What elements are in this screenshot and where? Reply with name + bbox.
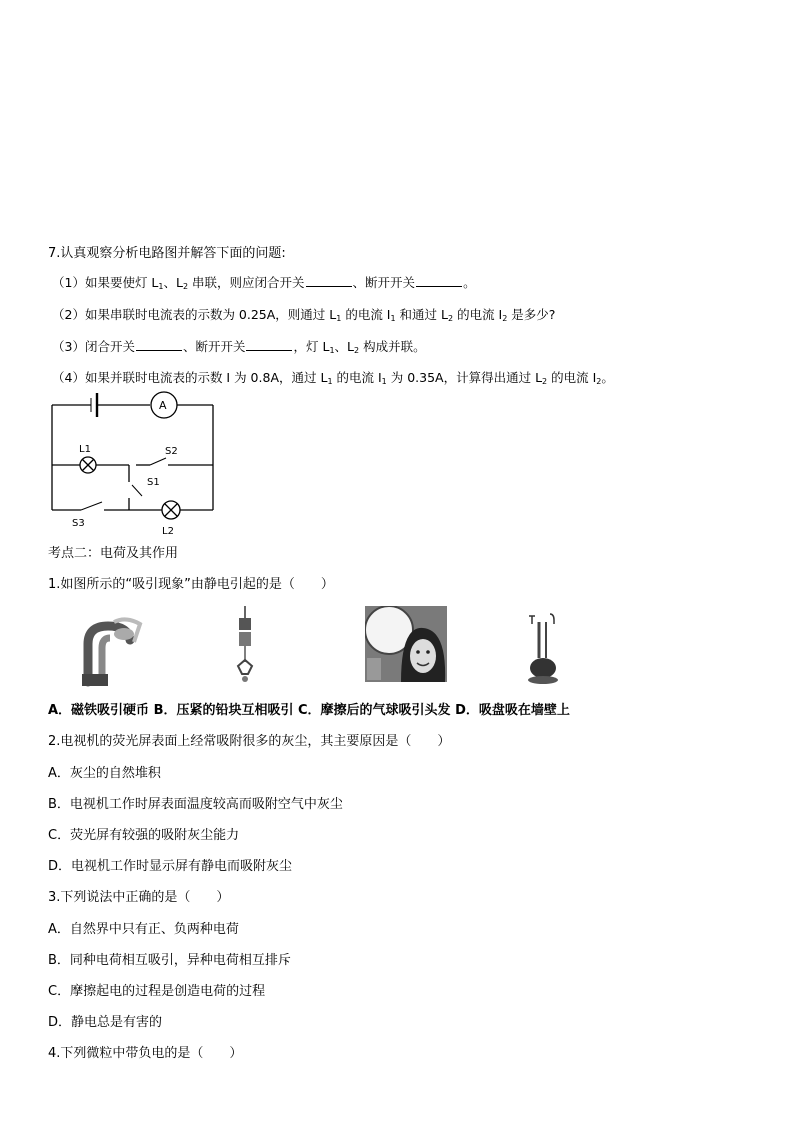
q1-stem: 1.如图所示的“吸引现象”由静电引起的是（ ） <box>48 577 334 592</box>
q7-part2: （2）如果串联时电流表的示数为 0.25A，则通过 $L_1$ 的电流 $I_1$ 和通过 $L_2$ 的电流 $I_2$ 是多少? <box>52 307 556 323</box>
q1-options: A．磁铁吸引硬币 B．压紧的铅块互相吸引 C．摩擦后的气球吸引头发 D．吸盘吸在墙壁上 <box>48 703 570 718</box>
q3-option-d: D．静电总是有害的 <box>48 1015 163 1030</box>
q3-option-a: A．自然界中只有正、负两种电荷 <box>48 922 239 937</box>
lead-blocks-image <box>232 604 258 684</box>
answer-blank[interactable] <box>306 274 352 287</box>
q4-stem: 4.下列微粒中带负电的是（ ） <box>48 1046 243 1061</box>
q7-part1: （1）如果要使灯 $L_1$、$L_2$ 串联，则应闭合开关 、断开开关 。 <box>52 275 476 291</box>
ammeter-label: A <box>159 399 167 412</box>
q2-option-b: B．电视机工作时屏表面温度较高而吸附空气中灰尘 <box>48 797 343 812</box>
answer-blank[interactable] <box>416 274 462 287</box>
q2-option-c: C．荧光屏有较强的吸附灰尘能力 <box>48 828 240 843</box>
s2-label: S2 <box>165 446 178 457</box>
q2-option-d: D．电视机工作时显示屏有静电而吸附灰尘 <box>48 859 293 874</box>
answer-blank[interactable] <box>246 338 292 351</box>
s3-label: S3 <box>72 518 85 529</box>
q7-part4: （4）如果并联时电流表的示数 I 为 0.8A，通过 $L_1$ 的电流 $I_1$ 为 0.35A，计算得出通过 $L_2$ 的电流 $I_2$。 <box>52 370 614 386</box>
q3-option-c: C．摩擦起电的过程是创造电荷的过程 <box>48 984 266 999</box>
circuit-diagram <box>46 390 221 540</box>
suction-cup-image <box>524 612 562 686</box>
q3-option-b: B．同种电荷相互吸引，异种电荷相互排斥 <box>48 953 291 968</box>
answer-blank[interactable] <box>136 338 182 351</box>
q7-title: 7.认真观察分析电路图并解答下面的问题: <box>48 246 286 261</box>
q7-part3: （3）闭合开关 、断开开关 ，灯 $L_1$、$L_2$ 构成并联。 <box>52 339 426 355</box>
q3-stem: 3.下列说法中正确的是（ ） <box>48 890 230 905</box>
s1-label: S1 <box>147 477 160 488</box>
l2-label: L2 <box>162 526 174 537</box>
q2-stem: 2.电视机的荧光屏表面上经常吸附很多的灰尘，其主要原因是（ ） <box>48 734 451 749</box>
q2-option-a: A．灰尘的自然堆积 <box>48 766 161 781</box>
balloon-hair-image <box>365 606 447 682</box>
section-title: 考点二：电荷及其作用 <box>48 546 179 561</box>
l1-label: L1 <box>79 444 91 455</box>
magnet-coin-image <box>74 612 146 692</box>
